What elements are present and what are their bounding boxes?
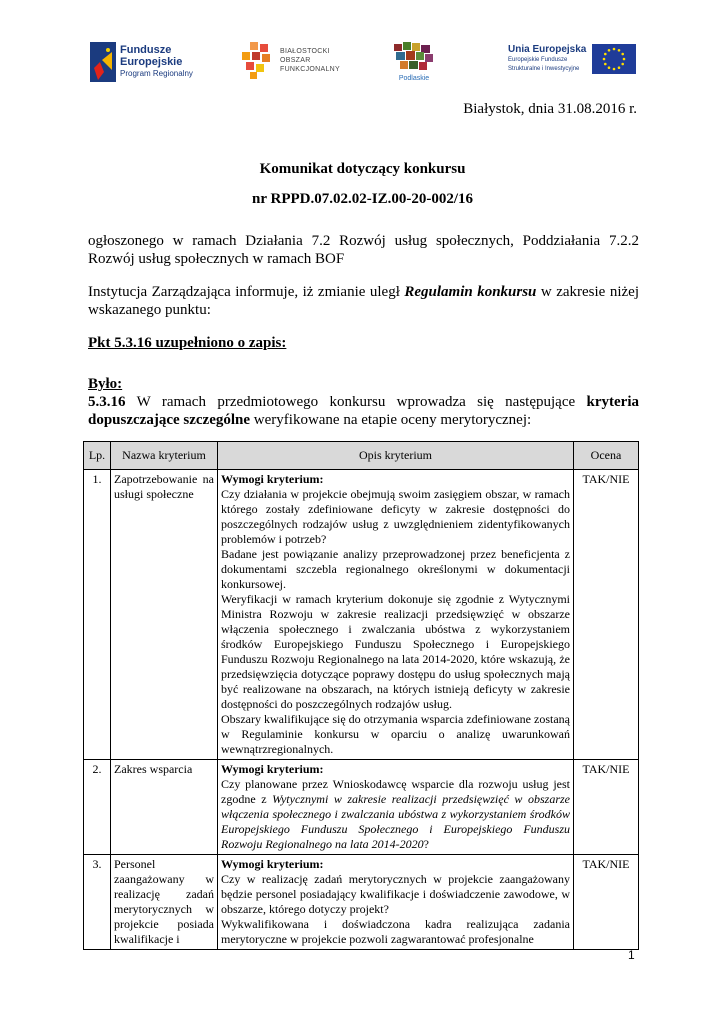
criteria-table: [83, 441, 639, 950]
fundusze-europejskie-logo: [90, 42, 193, 82]
pkt-heading: Pkt 5.3.16 uzupełniono o zapis:: [88, 335, 287, 351]
ue-line2: Europejskie Fundusze: [508, 57, 568, 63]
row-heading: Wymogi kryterium:: [221, 762, 324, 776]
inform-part1: Instytucja Zarządzająca informuje, iż zmianie uległ: [88, 284, 405, 300]
row-p2: Badane jest powiązanie analizy przeprowadzonej przez beneficjenta z dokumentami szczebla regionalnego określonymi w dokumentacji konkursowej.: [221, 547, 570, 591]
row-p1: Czy działania w projekcie obejmują swoim zasięgiem obszar, w ramach którego zostały zdefiniowane deficyty w zakresie dostępności do poszczególnych rodzajów usług z uwzględnieniem zidentyfikowanych problemów i potrzeb?: [221, 487, 570, 546]
table-header-row: [84, 442, 639, 470]
row-lp: 3.: [84, 855, 111, 950]
row-ocena: TAK/NIE: [574, 470, 639, 760]
row-p3: Weryfikacji w ramach kryterium dokonuje się zgodnie z Wytycznymi Ministra Rozwoju w zakresie realizacji przedsięwzięć w obszarze włączenia społecznego i zwalczania ubóstwa z wykorzystaniem środków Europejskiego Funduszu Społecznego i Europejskiego Funduszu Rozwoju Regionalnego na lata 2014-2020, które wskazują, że przedsięwzięcia dotyczące poprawy dostępu do usług społecznych mają być realizowane na obszarach, na których istnieją deficyty w zakresie dostępności do poszczególnych rodzajów usług.: [221, 592, 570, 711]
section-part2: weryfikowane na etapie oceny merytorycznej:: [250, 412, 532, 428]
row-name: Zakres wsparcia: [111, 760, 218, 855]
fe-line3: Program Regionalny: [120, 69, 193, 78]
row-ocena: TAK/NIE: [574, 760, 639, 855]
row-p2: Wykwalifikowana i doświadczona kadra realizująca zadania merytoryczne w projekcie pozwoli zagwarantować profesjonalne: [221, 917, 570, 946]
logo-bar: [90, 40, 638, 90]
header-lp: Lp.: [84, 442, 111, 470]
fe-emblem-icon: [90, 42, 116, 82]
row-description: [218, 855, 574, 950]
eu-flag-icon: [592, 44, 636, 74]
podlaskie-logo: [392, 40, 436, 82]
section-paragraph: [88, 393, 639, 429]
bof-line1: BIAŁOSTOCKI: [280, 47, 330, 55]
header-ocena: Ocena: [574, 442, 639, 470]
row-name: Personel zaangażowany w realizację zadań merytorycznych w projekcie posiada kwalifikacje i: [111, 855, 218, 950]
document-number: nr RPPD.07.02.02-IZ.00-20-002/16: [252, 191, 473, 207]
bof-line3: FUNKCJONALNY: [280, 65, 340, 73]
podlaskie-label: Podlaskie: [398, 75, 430, 82]
row-heading: Wymogi kryterium:: [221, 472, 324, 486]
row-heading: Wymogi kryterium:: [221, 857, 324, 871]
row-name: Zapotrzebowanie na usługi społeczne: [111, 470, 218, 760]
bof-line2: OBSZAR: [280, 56, 311, 64]
table-row: [84, 855, 639, 950]
row-p1-a: Czy planowane przez Wnioskodawcę wsparcie dla rozwoju usług jest zgodne z: [221, 777, 570, 806]
row-ocena: TAK/NIE: [574, 855, 639, 950]
fe-line2: Europejskie: [120, 56, 183, 68]
eu-logo: [508, 44, 636, 74]
section-bold: kryteria dopuszczające szczególne: [88, 394, 639, 428]
page-number: 1: [628, 948, 635, 962]
row-description: [218, 470, 574, 760]
row-lp: 2.: [84, 760, 111, 855]
section-number: 5.3.16: [88, 394, 126, 410]
header-name: Nazwa kryterium: [111, 442, 218, 470]
row-lp: 1.: [84, 470, 111, 760]
inform-part2: w zakresie niżej wskazanego punktu:: [88, 284, 639, 318]
row-p1-c: ?: [423, 837, 429, 851]
document-date: Białystok, dnia 31.08.2016 r.: [463, 101, 637, 117]
row-description: [218, 760, 574, 855]
row-p1: [221, 777, 570, 852]
row-p4: Obszary kwalifikujące się do otrzymania wsparcia zdefiniowane zostaną w Regulaminie konkursu w oparciu o analizę uwarunkowań wewnątrzregionalnych.: [221, 712, 570, 756]
ue-line1: Unia Europejska: [508, 44, 587, 55]
fe-line1: Fundusze: [120, 44, 172, 56]
section-part1: W ramach przedmiotowego konkursu wprowadza się następujące: [125, 394, 587, 410]
bylo-heading: Było:: [88, 376, 123, 392]
podlaskie-emblem-icon: [392, 40, 436, 74]
row-p1: Czy w realizację zadań merytorycznych w projekcie zaangażowany będzie personel posiadający kwalifikacje i doświadczenie zawodowe, w obszarze, którego dotyczy projekt?: [221, 872, 570, 916]
regulamin-emphasis: Regulamin konkursu: [404, 284, 537, 300]
table-row: [84, 760, 639, 855]
bof-logo: [236, 40, 340, 80]
inform-paragraph: [88, 283, 639, 319]
header-description: Opis kryterium: [218, 442, 574, 470]
row-p1-italic: Wytycznymi w zakresie realizacji przedsięwzięć w obszarze włączenia społecznego i zwalczania ubóstwa z wykorzystaniem środków Europejskiego Funduszu Społecznego i Europejskiego Funduszu Rozwoju Regionalnego na lata 2014-2020: [221, 792, 570, 851]
intro-paragraph: ogłoszonego w ramach Działania 7.2 Rozwój usług społecznych, Poddziałania 7.2.2 Rozwój usług społecznych w ramach BOF: [88, 233, 639, 267]
ue-line3: Strukturalne i Inwestycyjne: [508, 66, 580, 72]
bof-emblem-icon: [236, 40, 276, 80]
table-row: [84, 470, 639, 760]
document-title: Komunikat dotyczący konkursu: [259, 161, 466, 177]
